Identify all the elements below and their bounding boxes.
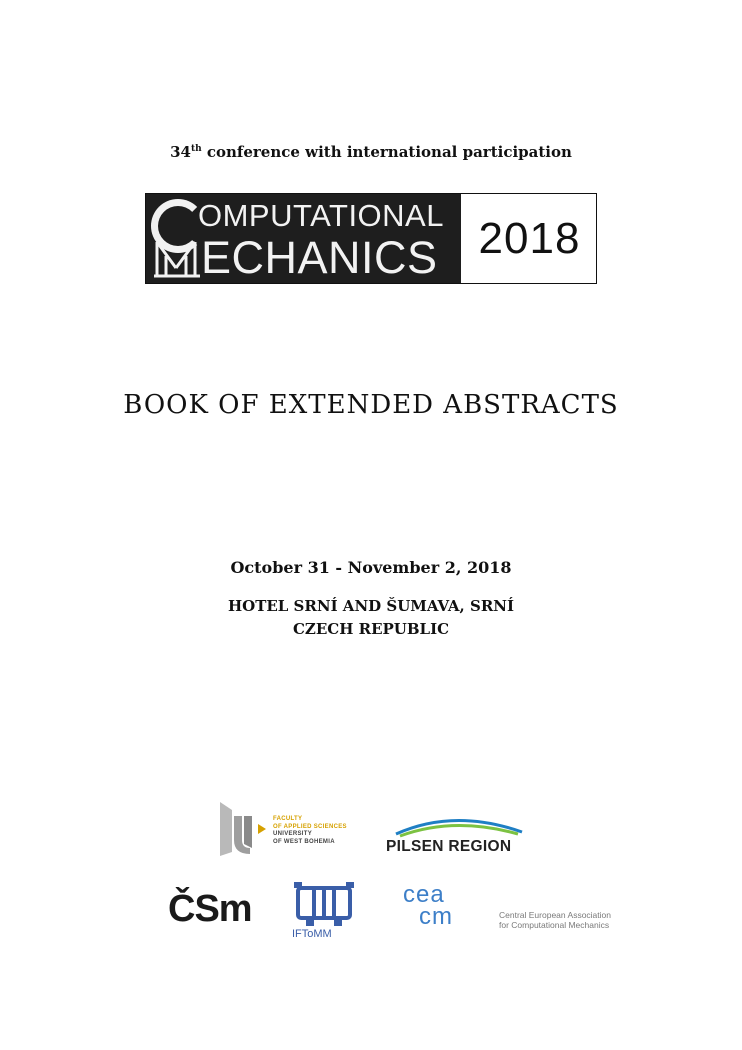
pilsen-arcs-icon	[382, 812, 527, 838]
ceacm-mark	[403, 881, 453, 930]
conference-ordinal-suffix: th	[190, 144, 202, 154]
banner-word-mechanics: ECHANICS	[201, 232, 438, 283]
banner-word-computational: OMPUTATIONAL	[198, 198, 444, 233]
ceacm-desc-line2: for Computational Mechanics	[499, 920, 610, 930]
csm-mark: ČSm	[168, 888, 252, 930]
applied-sciences-label: OF APPLIED SCIENCES	[273, 823, 347, 830]
event-venue: HOTEL SRNÍ AND ŠUMAVA, SRNÍ	[227, 597, 515, 615]
iftomm-gear-icon	[292, 880, 356, 926]
iftomm-logo	[288, 880, 360, 944]
banner-year: 2018	[478, 213, 581, 263]
iftomm-label: IFToMM	[292, 928, 332, 940]
ceacm-desc-line1: Central European Association	[499, 910, 611, 920]
conference-banner-logo	[145, 193, 597, 284]
ceacm-mark-bottom: cm	[419, 903, 453, 930]
conference-description: conference with international participation	[201, 143, 572, 161]
book-title: BOOK OF EXTENDED ABSTRACTS	[123, 390, 619, 420]
conference-ordinal: 34	[170, 143, 191, 161]
csm-logo	[168, 886, 258, 934]
conference-line	[0, 143, 742, 161]
ceacm-logo	[403, 881, 623, 940]
west-bohemia-label: OF WEST BOHEMIA	[273, 838, 335, 845]
faculty-label: FACULTY	[273, 816, 303, 822]
event-dates: October 31 - November 2, 2018	[230, 558, 512, 577]
m-truss-structure-icon	[154, 238, 200, 278]
university-label: UNIVERSITY	[273, 831, 313, 838]
banner-black-panel	[146, 194, 461, 283]
faculty-applied-sciences-logo	[218, 800, 368, 858]
event-country: CZECH REPUBLIC	[292, 620, 450, 638]
ceacm-mark-top: cea	[403, 881, 445, 908]
pilsen-region-label: PILSEN REGION	[386, 838, 512, 855]
university-emblem-icon	[218, 800, 270, 858]
pilsen-region-logo	[382, 812, 527, 860]
